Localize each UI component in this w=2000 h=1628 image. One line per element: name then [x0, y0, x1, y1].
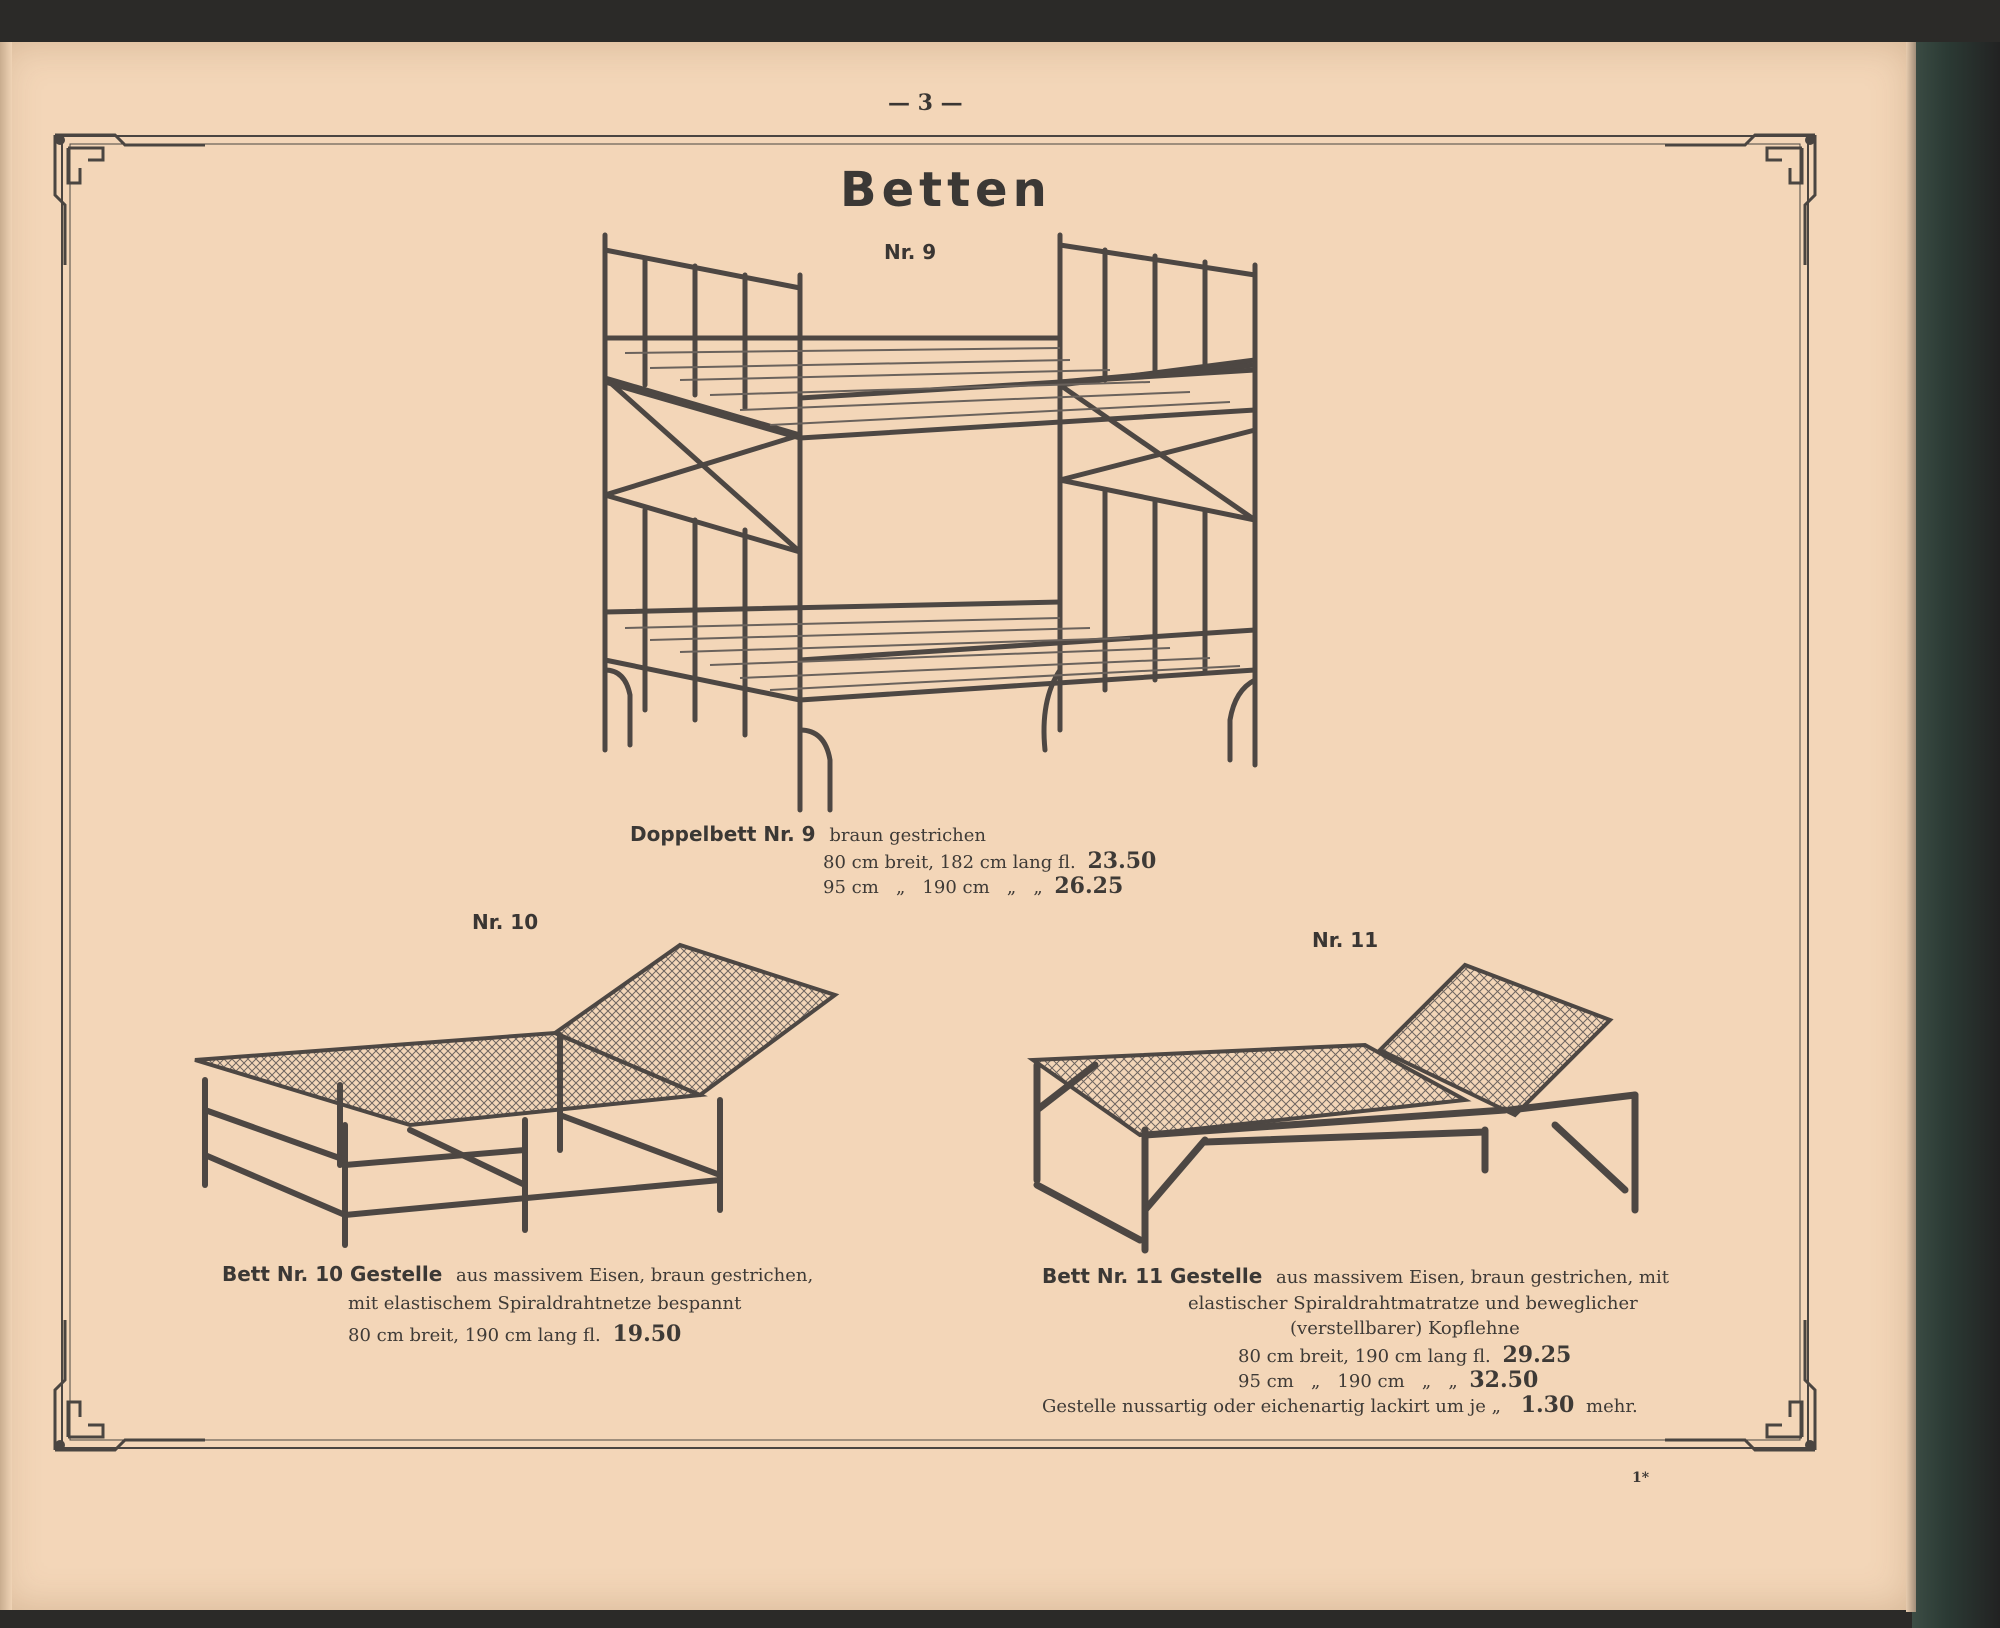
item-9-line1: 80 cm breit, 182 cm lang fl.	[823, 852, 1076, 873]
item-10-size-line	[348, 1321, 681, 1347]
item-9-size-line-2	[823, 873, 1123, 899]
signature-mark: 1*	[1632, 1470, 1650, 1486]
item-11-size-line-2	[1238, 1367, 1538, 1393]
item-11-lacquer-line	[1042, 1392, 1638, 1418]
item-10-caption	[222, 1262, 813, 1286]
item-11-line4: 95 cm „ 190 cm „ „	[1238, 1371, 1458, 1392]
item-11-line3: 80 cm breit, 190 cm lang fl.	[1238, 1346, 1491, 1367]
item-11-line5-end: mehr.	[1586, 1396, 1638, 1417]
item-9-line2: 95 cm „ 190 cm „ „	[823, 877, 1043, 898]
item-9-price-2: 26.25	[1054, 873, 1124, 899]
item-10-line-1: mit elastischem Spiraldrahtnetze bespannt	[348, 1293, 742, 1314]
item-9-caption	[630, 822, 986, 846]
item-9-caption-lead: Doppelbett Nr. 9	[630, 822, 816, 846]
item-11-size-line-1	[1238, 1342, 1571, 1368]
adjustable-bed-illustration	[1025, 960, 1675, 1260]
item-11-line5: Gestelle nussartig oder eichenartig lackirt um je „	[1042, 1396, 1501, 1417]
item-11-price-3: 1.30	[1520, 1392, 1575, 1418]
item-11-price-1: 29.25	[1502, 1342, 1572, 1368]
page-number: — 3 —	[888, 90, 963, 116]
item-11-line-1: elastischer Spiraldrahtmatratze und beweglicher	[1188, 1293, 1638, 1314]
item-9-caption-rest: braun gestrichen	[829, 825, 987, 846]
item-10-price-1: 19.50	[612, 1321, 682, 1347]
item-10-caption-lead: Bett Nr. 10 Gestelle	[222, 1262, 443, 1286]
item-9-label: Nr. 9	[884, 240, 937, 264]
item-11-price-2: 32.50	[1469, 1367, 1539, 1393]
folding-bed-illustration	[180, 935, 850, 1255]
item-10-label: Nr. 10	[472, 910, 539, 934]
item-11-caption-rest: aus massivem Eisen, braun gestrichen, mit	[1276, 1267, 1669, 1288]
bunk-bed-illustration	[590, 230, 1270, 830]
item-10-caption-rest: aus massivem Eisen, braun gestrichen,	[456, 1265, 814, 1286]
item-9-price-1: 23.50	[1087, 848, 1157, 874]
page-title: Betten	[840, 162, 1052, 218]
item-11-line-2: (verstellbarer) Kopflehne	[1290, 1318, 1520, 1339]
item-11-caption	[1042, 1264, 1669, 1288]
item-11-caption-lead: Bett Nr. 11 Gestelle	[1042, 1264, 1263, 1288]
item-9-size-line-1	[823, 848, 1156, 874]
item-11-label: Nr. 11	[1312, 928, 1379, 952]
item-10-line2: 80 cm breit, 190 cm lang fl.	[348, 1325, 601, 1346]
